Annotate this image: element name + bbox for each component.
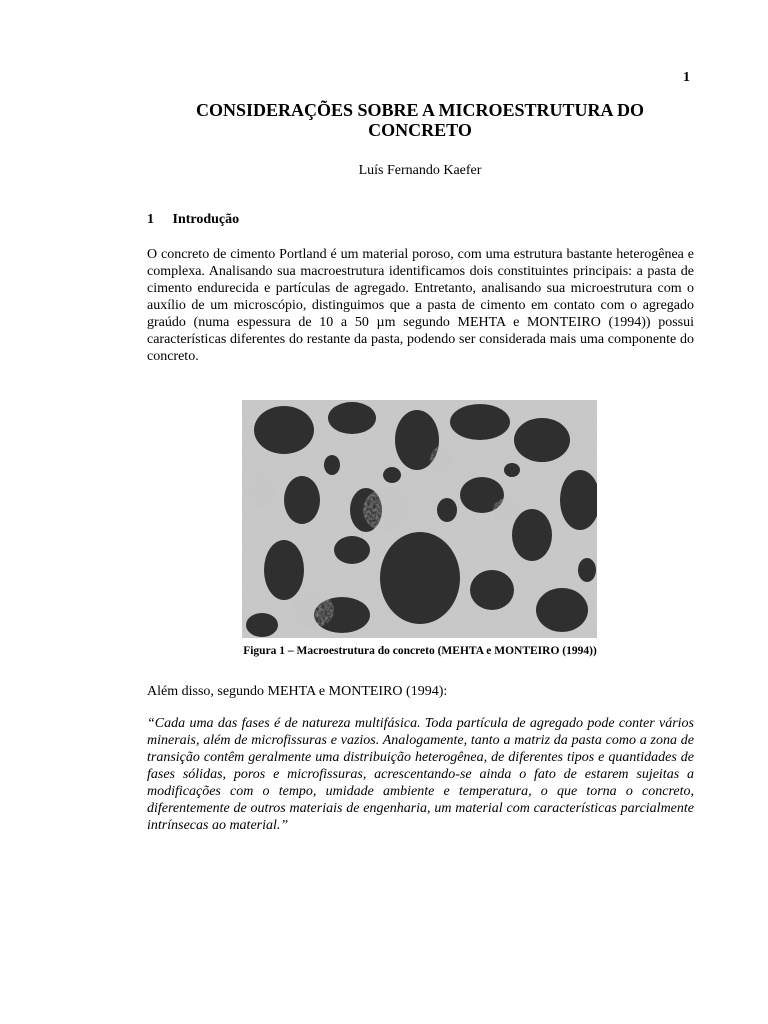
after-figure-paragraph: Além disso, segundo MEHTA e MONTEIRO (1994):: [147, 684, 448, 699]
quote-paragraph: “Cada uma das fases é de natureza multifásica. Toda partícula de agregado pode conter vários minerais, além de microfissuras e vazios. Analogamente, tanto a matriz da pasta como a zona de transição contêm geralmente uma distribuição heterogênea, de diferentes tipos e quantidades de fases sólidas, poros e microfissuras, acrescentando-se ainda o fato de estarem sujeitas a modificações com o tempo, umidade ambiente e temperatura, o que torna o concreto, diferentemente de outros materiais de engenharia, um material com características parcialmente intrínsecas ao material.”: [147, 716, 694, 833]
concrete-macrostructure-photo: [242, 400, 597, 638]
author-name: Luís Fernando Kaefer: [358, 163, 482, 178]
section-heading: [147, 212, 239, 228]
document-title: CONSIDERAÇÕES SOBRE A MICROESTRUTURA DO CONCRETO: [195, 100, 645, 140]
concrete-photo-image: [242, 400, 597, 638]
section-title: Introdução: [172, 212, 240, 227]
page-number: 1: [683, 70, 690, 85]
section-number: 1: [147, 212, 154, 227]
figure-caption: Figura 1 – Macroestrutura do concreto (MEHTA e MONTEIRO (1994)): [243, 645, 597, 657]
intro-paragraph: O concreto de cimento Portland é um material poroso, com uma estrutura bastante heterogênea e complexa. Analisando sua macroestrutura identificamos dois constituintes principais: a pasta de cimento endurecida e partículas de agregado. Entretanto, analisando sua microestrutura com o auxílio de um microscópio, distinguimos que a pasta de cimento em contato com o agregado graúdo (numa espessura de 10 a 50 µm segundo MEHTA e MONTEIRO (1994)) possui características diferentes do restante da pasta, podendo ser considerada mais uma componente do concreto.: [147, 247, 694, 364]
